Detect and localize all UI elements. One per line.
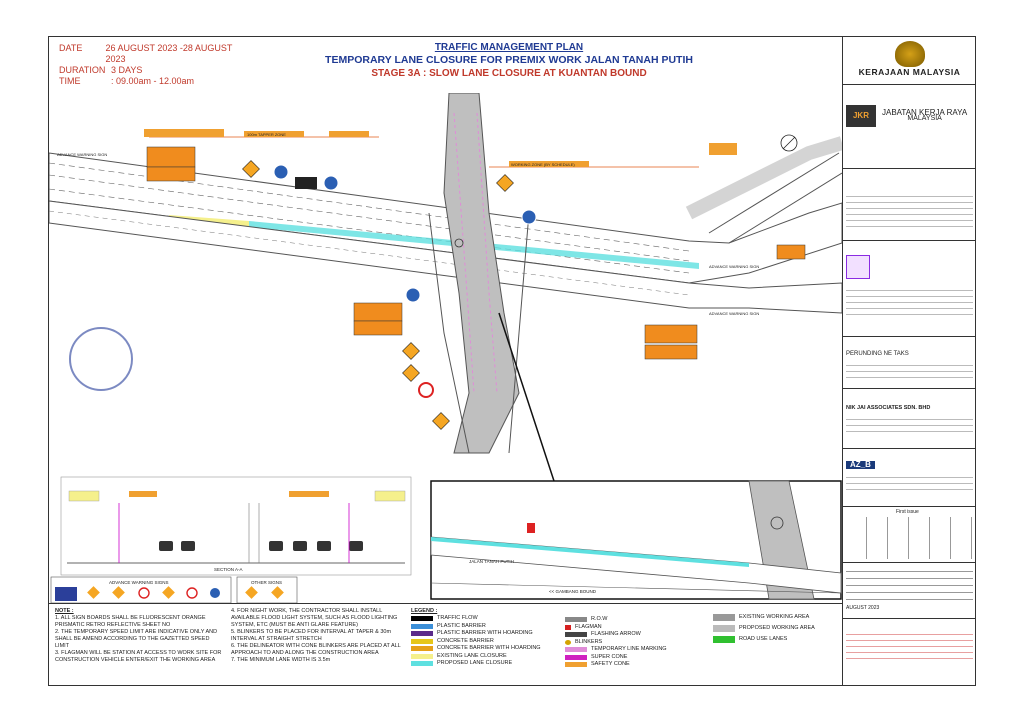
title-line-2: TEMPORARY LANE CLOSURE FOR PREMIX WORK JALAN TANAH PUTIH xyxy=(325,54,693,66)
time-value: : 09.00am - 12.00am xyxy=(111,76,195,86)
advance-warning-label-mid: ADVANCE WARNING SIGN xyxy=(709,311,760,316)
legend-label: CONCRETE BARRIER WITH HOARDING xyxy=(437,645,541,652)
ne-consultant-address xyxy=(846,360,973,378)
plan-title xyxy=(239,41,779,80)
note-6: 6. THE DELINEATOR WITH CONE BLINKERS ARE PLACED AT ALL APPROACH TO AND ALONG THE CONSTRUCTION AREA xyxy=(231,643,401,656)
title-line-3: STAGE 3A : SLOW LANE CLOSURE AT KUANTAN BOUND xyxy=(371,68,647,79)
legend-swatch xyxy=(411,624,433,629)
legend-label: SUPER CONE xyxy=(591,653,628,660)
legend-item xyxy=(411,638,561,646)
legend-label: EXISTING LANE CLOSURE xyxy=(437,652,507,659)
consultant-address xyxy=(846,285,973,315)
legend-swatch xyxy=(565,632,587,637)
revision-number xyxy=(846,509,866,515)
legend-label: SAFETY CONE xyxy=(591,661,630,668)
approval-grid xyxy=(846,565,973,605)
advance-warning-label-left: ADVANCE WARNING SIGN xyxy=(57,152,108,157)
duration-value: 3 DAYS xyxy=(111,65,143,75)
legend-label: PLASTIC BARRIER xyxy=(437,622,486,629)
legend-item xyxy=(565,639,705,647)
notes-legend-area xyxy=(49,603,842,686)
ne-consultant-name: PERUNDING NE TAKS xyxy=(846,351,909,357)
project-title-text xyxy=(846,191,973,231)
drawing-date: AUGUST 2023 xyxy=(846,605,880,611)
legend-item xyxy=(713,612,839,623)
legend-item xyxy=(565,654,705,662)
legend-swatch xyxy=(411,661,433,666)
legend-swatch xyxy=(565,617,587,622)
zone-markers xyxy=(144,129,737,167)
government-block xyxy=(843,37,976,85)
legend-label: FLAGMAN xyxy=(575,623,602,630)
title-line-1: TRAFFIC MANAGEMENT PLAN xyxy=(434,42,584,53)
section-a-a xyxy=(61,477,411,575)
lead-consultant-block xyxy=(843,241,976,337)
legend-label: PROPOSED LANE CLOSURE xyxy=(437,660,513,667)
other-signs-title: OTHER SIGNS xyxy=(251,580,283,585)
legend-item xyxy=(411,645,561,653)
legend-swatch xyxy=(411,654,433,659)
jkr-name-line-1: JABATAN KERJA RAYA xyxy=(882,108,968,117)
legend-swatch xyxy=(565,647,587,652)
legend-column-3 xyxy=(713,612,839,645)
contractor-address xyxy=(846,472,973,494)
drawing-sheet xyxy=(48,36,976,686)
legend-swatch xyxy=(713,636,735,643)
legend-column-1 xyxy=(411,608,561,668)
legend-item xyxy=(411,660,561,668)
legend-label: FLASHING ARROW xyxy=(591,631,641,638)
civil-consultant-name: NIK JAI ASSOCIATES SDN. BHD xyxy=(846,405,931,411)
title-block xyxy=(842,37,976,685)
traffic-plan-drawing xyxy=(49,93,842,603)
working-zone-label: WORKING ZONE (BY SCHEDULE) xyxy=(511,162,575,167)
revision-grid xyxy=(846,517,973,559)
legend-item xyxy=(565,646,705,654)
taper-zone-label: 100m TAPPER ZONE xyxy=(247,132,286,137)
legend-label: BLINKERS xyxy=(575,638,603,645)
legend-swatch xyxy=(411,616,433,621)
contractor-logo: AZ_B xyxy=(846,461,875,469)
inset-street-label: JALAN TANAH PUTIH xyxy=(469,559,514,564)
legend-label: EXISTING WORKING AREA xyxy=(739,614,810,620)
date-label: DATE xyxy=(59,43,83,53)
notes-heading: NOTE : xyxy=(55,608,74,614)
legend-item xyxy=(411,623,561,631)
drawing-title-text xyxy=(846,629,973,659)
civil-consultant-block xyxy=(843,389,976,449)
legend-label: TRAFFIC FLOW xyxy=(437,615,478,622)
legend-item xyxy=(411,653,561,661)
note-4: 4. FOR NIGHT WORK, THE CONTRACTOR SHALL INSTALL AVAILABLE FLOOD LIGHT SYSTEM, SUCH AS FLOOD LIGHTING SYSTEM, ETC (MUST BE ANTI GLARE FEATURE) xyxy=(231,608,398,628)
legend-item xyxy=(713,634,839,645)
legend-item xyxy=(565,631,705,639)
revision-date xyxy=(866,509,896,515)
note-1: 1. ALL SIGN BOARDS SHALL BE FLUORESCENT ORANGE PRISMATIC RETRO REFLECTIVE SHEET NO xyxy=(55,615,206,628)
consultant-logo-icon xyxy=(846,255,870,279)
legend-swatch xyxy=(565,662,587,667)
advance-warning-label-right: ADVANCE WARNING SIGN xyxy=(709,264,760,269)
legend-swatch xyxy=(713,625,735,632)
legend-column-2 xyxy=(565,616,705,669)
schedule-box xyxy=(59,43,239,87)
inset-bound-label: << GAMBANG BOUND xyxy=(549,589,597,594)
legend-swatch xyxy=(411,639,433,644)
legend-item xyxy=(565,624,705,632)
notes-column-2 xyxy=(231,608,401,664)
legend-label: ROAD USE LANES xyxy=(739,636,788,642)
jkr-block xyxy=(843,85,976,169)
contractor-block xyxy=(843,449,976,507)
advance-warning-signs-title: ADVANCE WARNING SIGNS xyxy=(109,580,169,585)
flag-icon xyxy=(565,625,571,630)
note-3: 3. FLAGMAN WILL BE STATION AT ACCESS TO WORK SITE FOR CONSTRUCTION VEHICLE ENTER/EXIT THE WORKING AREA xyxy=(55,650,222,663)
date-value: 26 AUGUST 2023 -28 AUGUST 2023 xyxy=(105,43,233,64)
blinker-icon xyxy=(565,640,571,645)
approval-block xyxy=(843,563,976,619)
legend-item xyxy=(411,630,561,638)
note-7: 7. THE MINIMUM LANE WIDTH IS 3.5m xyxy=(231,657,331,663)
legend-label: PROPOSED WORKING AREA xyxy=(739,625,815,631)
revision-block xyxy=(843,507,976,563)
civil-consultant-address xyxy=(846,414,973,436)
kerajaan-malaysia-label: KERAJAAN MALAYSIA xyxy=(858,67,961,77)
legend-swatch xyxy=(411,631,433,636)
note-2: 2. THE TEMPORARY SPEED LIMIT ARE INDICATIVE ONLY AND SHALL BE AMEND ACCORDING TO THE GAZETTED SPEED LIMIT xyxy=(55,629,218,649)
legend-swatch xyxy=(713,614,735,621)
legend-item xyxy=(565,661,705,669)
drawing-title-block xyxy=(843,619,976,675)
mechanical-consultant-block xyxy=(843,337,976,389)
revision-description: First issue xyxy=(896,509,919,515)
legend-label: PLASTIC BARRIER WITH HOARDING xyxy=(437,630,533,637)
legend-label: TEMPORARY LINE MARKING xyxy=(591,646,667,653)
notes-column-1 xyxy=(55,608,223,664)
legend-heading: LEGEND : xyxy=(411,608,438,614)
legend-item xyxy=(713,623,839,634)
legend-item xyxy=(411,615,561,623)
legend-swatch xyxy=(411,646,433,651)
note-5: 5. BLINKERS TO BE PLACED FOR INTERVAL AT TAPER & 30m INTERVAL AT STRAIGHT STRETCH xyxy=(231,629,392,642)
legend-label: CONCRETE BARRIER xyxy=(437,637,494,644)
certified-stamp xyxy=(69,327,133,391)
legend-item xyxy=(565,616,705,624)
jkr-logo-icon: JKR xyxy=(846,105,876,127)
project-title-block xyxy=(843,169,976,241)
duration-label: DURATION xyxy=(59,65,106,75)
time-label: TIME xyxy=(59,76,81,86)
legend-swatch xyxy=(565,655,587,660)
malaysia-crest-icon xyxy=(895,41,925,67)
jkr-name-line-2: MALAYSIA xyxy=(907,115,942,122)
section-label: SECTION A-A xyxy=(214,567,243,572)
legend-label: R.O.W xyxy=(591,616,608,623)
